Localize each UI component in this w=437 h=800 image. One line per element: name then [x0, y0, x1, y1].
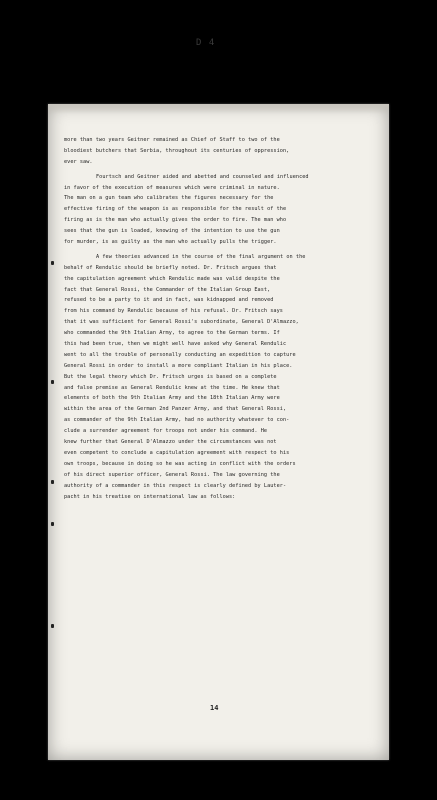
top-archive-mark: D 4	[196, 38, 216, 48]
text-line: authority of a commander in this respect is clearly defined by Lauter-	[64, 482, 287, 489]
text-line: Fourtsch and Geitner aided and abetted and counseled and influenced	[96, 173, 309, 180]
margin-mark	[51, 624, 54, 628]
text-line: ever saw.	[64, 158, 93, 165]
text-line: The man on a gun team who calibrates the figures necessary for the	[64, 195, 274, 202]
text-line: the capitulation agreement which Rendulic made was valid despite the	[64, 275, 280, 282]
text-line: behalf of Rendulic should be briefly noted. Dr. Fritsch argues that	[64, 264, 277, 271]
text-line: even competent to conclude a capitulation agreement with respect to his	[64, 449, 290, 456]
text-line: But the legal theory which Dr. Fritsch urges is based on a complete	[64, 373, 277, 380]
text-line: elements of both the 9th Italian Army and the 18th Italian Army were	[64, 395, 280, 402]
text-line: knew further that General D'Almazzo under the circumstances was not	[64, 439, 277, 446]
text-line: sees that the gun is loaded, knowing of the intention to use the gun	[64, 228, 280, 235]
text-line: that it was sufficient for General Rossi's subordinate, General D'Almazzo,	[64, 319, 299, 326]
text-line: of his direct superior officer, General Rossi. The law governing the	[64, 471, 280, 478]
margin-mark	[51, 522, 54, 526]
margin-mark	[51, 380, 54, 384]
margin-mark	[51, 480, 54, 484]
text-line: fact that General Rossi, the Commander of the Italian Group East,	[64, 286, 271, 293]
text-line: within the area of the German 2nd Panzer Army, and that General Rossi,	[64, 406, 287, 413]
text-line: pacht in his treatise on international law as follows:	[64, 493, 236, 500]
text-line: went to all the trouble of personally conducting an expedition to capture	[64, 351, 296, 358]
text-line: who commanded the 9th Italian Army, to agree to the German terms. If	[64, 330, 280, 337]
text-line: General Rossi in order to install a more compliant Italian in his place.	[64, 362, 293, 369]
text-line: as commander of the 9th Italian Army, had no authority whatever to con-	[64, 417, 290, 424]
text-line: from his command by Rendulic because of his refusal. Dr. Fritsch says	[64, 308, 283, 315]
text-line: own troops, because in doing so he was acting in conflict with the orders	[64, 460, 296, 467]
text-line: this had been true, then we might well have asked why General Rendulic	[64, 341, 287, 348]
text-line: A few theories advanced in the course of the final argument on the	[96, 253, 306, 260]
text-line: effective firing of the weapon is as responsible for the result of the	[64, 206, 287, 213]
document-page	[48, 104, 389, 760]
text-line: clude a surrender agreement for troops not under his command. He	[64, 428, 268, 435]
text-line: and false premise as General Rendulic knew at the time. He knew that	[64, 384, 280, 391]
margin-mark	[51, 261, 54, 265]
body-text	[64, 135, 380, 502]
page-number: 14	[210, 704, 219, 712]
text-line: for murder, is as guilty as the man who actually pulls the trigger.	[64, 239, 277, 246]
text-line: bloodiest butchers that Serbia, throughout its centuries of oppression,	[64, 147, 290, 154]
text-line: more than two years Geitner remained as Chief of Staff to two of the	[64, 137, 280, 143]
text-line: firing as is the man who actually gives the order to fire. The man who	[64, 217, 287, 224]
text-line: refused to be a party to it and in fact, was kidnapped and removed	[64, 297, 274, 304]
text-line: in favor of the execution of measures which were criminal in nature.	[64, 184, 280, 191]
